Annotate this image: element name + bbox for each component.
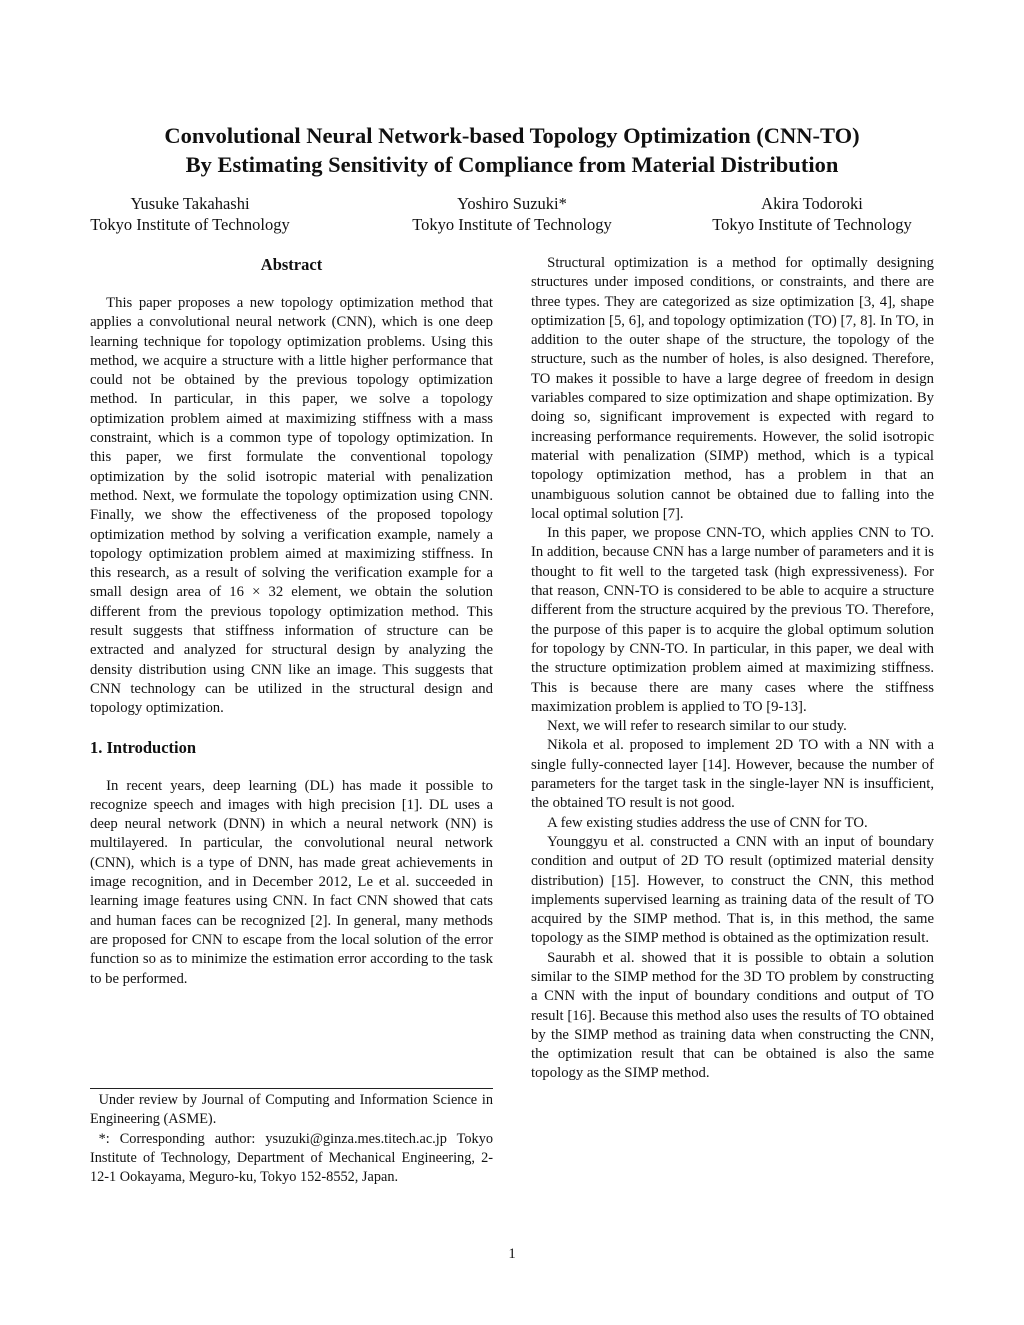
body-paragraph: In this paper, we propose CNN-TO, which applies CNN to TO. In addition, because CNN has a large number of parameters and it is thought to fit well to the targeted task (high expressiveness). For that reason, CNN-TO is considered to be able to acquire a structure different from the structure acquired by the previous TO. Therefore, the purpose of this paper is to acquire the global optimum solution for topology by CNN-TO. In particular, in this paper, we deal with the structure optimization problem aimed at maximizing stiffness. This is because there are many cases where the stiffness maximization problem is applied to TO [9-13]. [531,525,934,715]
page-number: 1 [508,1246,516,1262]
body-paragraph: Saurabh et al. showed that it is possible to obtain a solution similar to the SIMP method for the 3D TO problem by constructing a CNN with the input of boundary conditions and output of TO result [16]. Because this method also uses the results of TO obtained by the SIMP method as training data when constructing the CNN, the optimization result that can be obtained is also the same topology as the SIMP method. [531,949,934,1082]
abstract-heading: Abstract [260,255,323,274]
title-line-2: By Estimating Sensitivity of Compliance from Material Distribution [185,152,839,177]
author-2 [382,193,642,235]
author-affiliation: Tokyo Institute of Technology [90,215,290,234]
abstract-text: This paper proposes a new topology optimization method that applies a convolutional neural network (CNN), which is one deep learning technique for topology optimization problems. Using this method, we acquire a structure with a little higher performance that could not be obtained by the previous topology optimization method. In particular, in this paper, we solve a topology optimization problem aimed at maximizing stiffness with a mass constraint, which is a common type of topology optimization. In this paper, we first formulate the conventional topology optimization by the solid isotropic material with penalization method. Next, we formulate the topology optimization using CNN. Finally, we show the effectiveness of the proposed topology optimization method by solving a verification example, namely a topology optimization problem aimed at maximizing stiffness. In this research, as a result of solving the verification example for a small design area of 16 × 32 element, we obtain the solution different from the previous topology optimization method. This result suggests that stiffness information of structure can be extracted and analyzed for structural design by analyzing the density distribution using CNN like an image. This suggests that CNN technology can be utilized in the structural design and topology optimization. [90,295,493,717]
introduction-paragraph: In recent years, deep learning (DL) has made it possible to recognize speech and images with high precision [1]. DL uses a deep neural network (DNN) in which a neural network (NN) is multilayered. In particular, the convolutional neural network (CNN), which is a type of DNN, has made great achievements in image recognition, and in December 2012, Le et al. succeeded in learning image features using CNN. In fact CNN showed that cats and human faces can be recognized [2]. In general, many methods are proposed for CNN to escape from the local solution of the error function so as to minimize the estimation error according to the task to be performed. [90,777,493,987]
footnote [90,1088,493,1187]
body-paragraph: Next, we will refer to research similar to our study. [547,718,847,735]
footnote-review-note: Under review by Journal of Computing and Information Science in Engineering (ASME). [90,1092,493,1128]
author-affiliation: Tokyo Institute of Technology [712,215,912,234]
paper-title [60,121,964,179]
author-name: Akira Todoroki [761,194,863,213]
author-name: Yusuke Takahashi [130,194,250,213]
author-affiliation: Tokyo Institute of Technology [412,215,612,234]
author-name: Yoshiro Suzuki* [457,194,567,213]
title-line-1: Convolutional Neural Network-based Topology Optimization (CNN-TO) [164,123,860,148]
body-paragraph: Nikola et al. proposed to implement 2D TO with a NN with a single fully-connected layer [14]. However, because the number of parameters for the target task in the single-layer NN is insufficient, the obtained TO result is not good. [531,737,934,812]
author-3 [682,193,942,235]
body-paragraph: Structural optimization is a method for optimally designing structures under imposed conditions, or constraints, and there are three types. They are categorized as size optimization [3, 4], shape optimization [5, 6], and topology optimization (TO) [7, 8]. In TO, in addition to the outer shape of the structure, the topology of the structure, such as the number of holes, is also designed. Therefore, TO makes it possible to have a large degree of freedom in design variables compared to size optimization and shape optimization. By doing so, significant improvement is expected with regard to increasing performance requirements. However, the solid isotropic material with penalization (SIMP) method, which is a typical topology optimization method, has a problem in that an unambiguous solution cannot be obtained due to falling into the local optimal solution [7]. [531,255,934,522]
introduction-heading: 1. Introduction [90,737,197,757]
body-paragraph: A few existing studies address the use of CNN for TO. [547,814,868,831]
footnote-corresponding-author: *: Corresponding author: ysuzuki@ginza.mes.titech.ac.jp Tokyo Institute of Technology, Department of Mechanical Engineering, 2-12-1 Ookayama, Meguro-ku, Tokyo 152-8552, Japan. [90,1130,493,1186]
right-column [531,254,934,1084]
author-1 [60,193,320,235]
body-paragraph: Younggyu et al. constructed a CNN with an input of boundary condition and output of 2D TO result (optimized material density distribution) [15]. However, to construct the CNN, this method implements supervised learning as training data of the result of TO acquired by the SIMP method. That is, in this method, the same topology as the SIMP method is obtained as the optimization result. [531,833,934,947]
left-column [90,254,493,989]
